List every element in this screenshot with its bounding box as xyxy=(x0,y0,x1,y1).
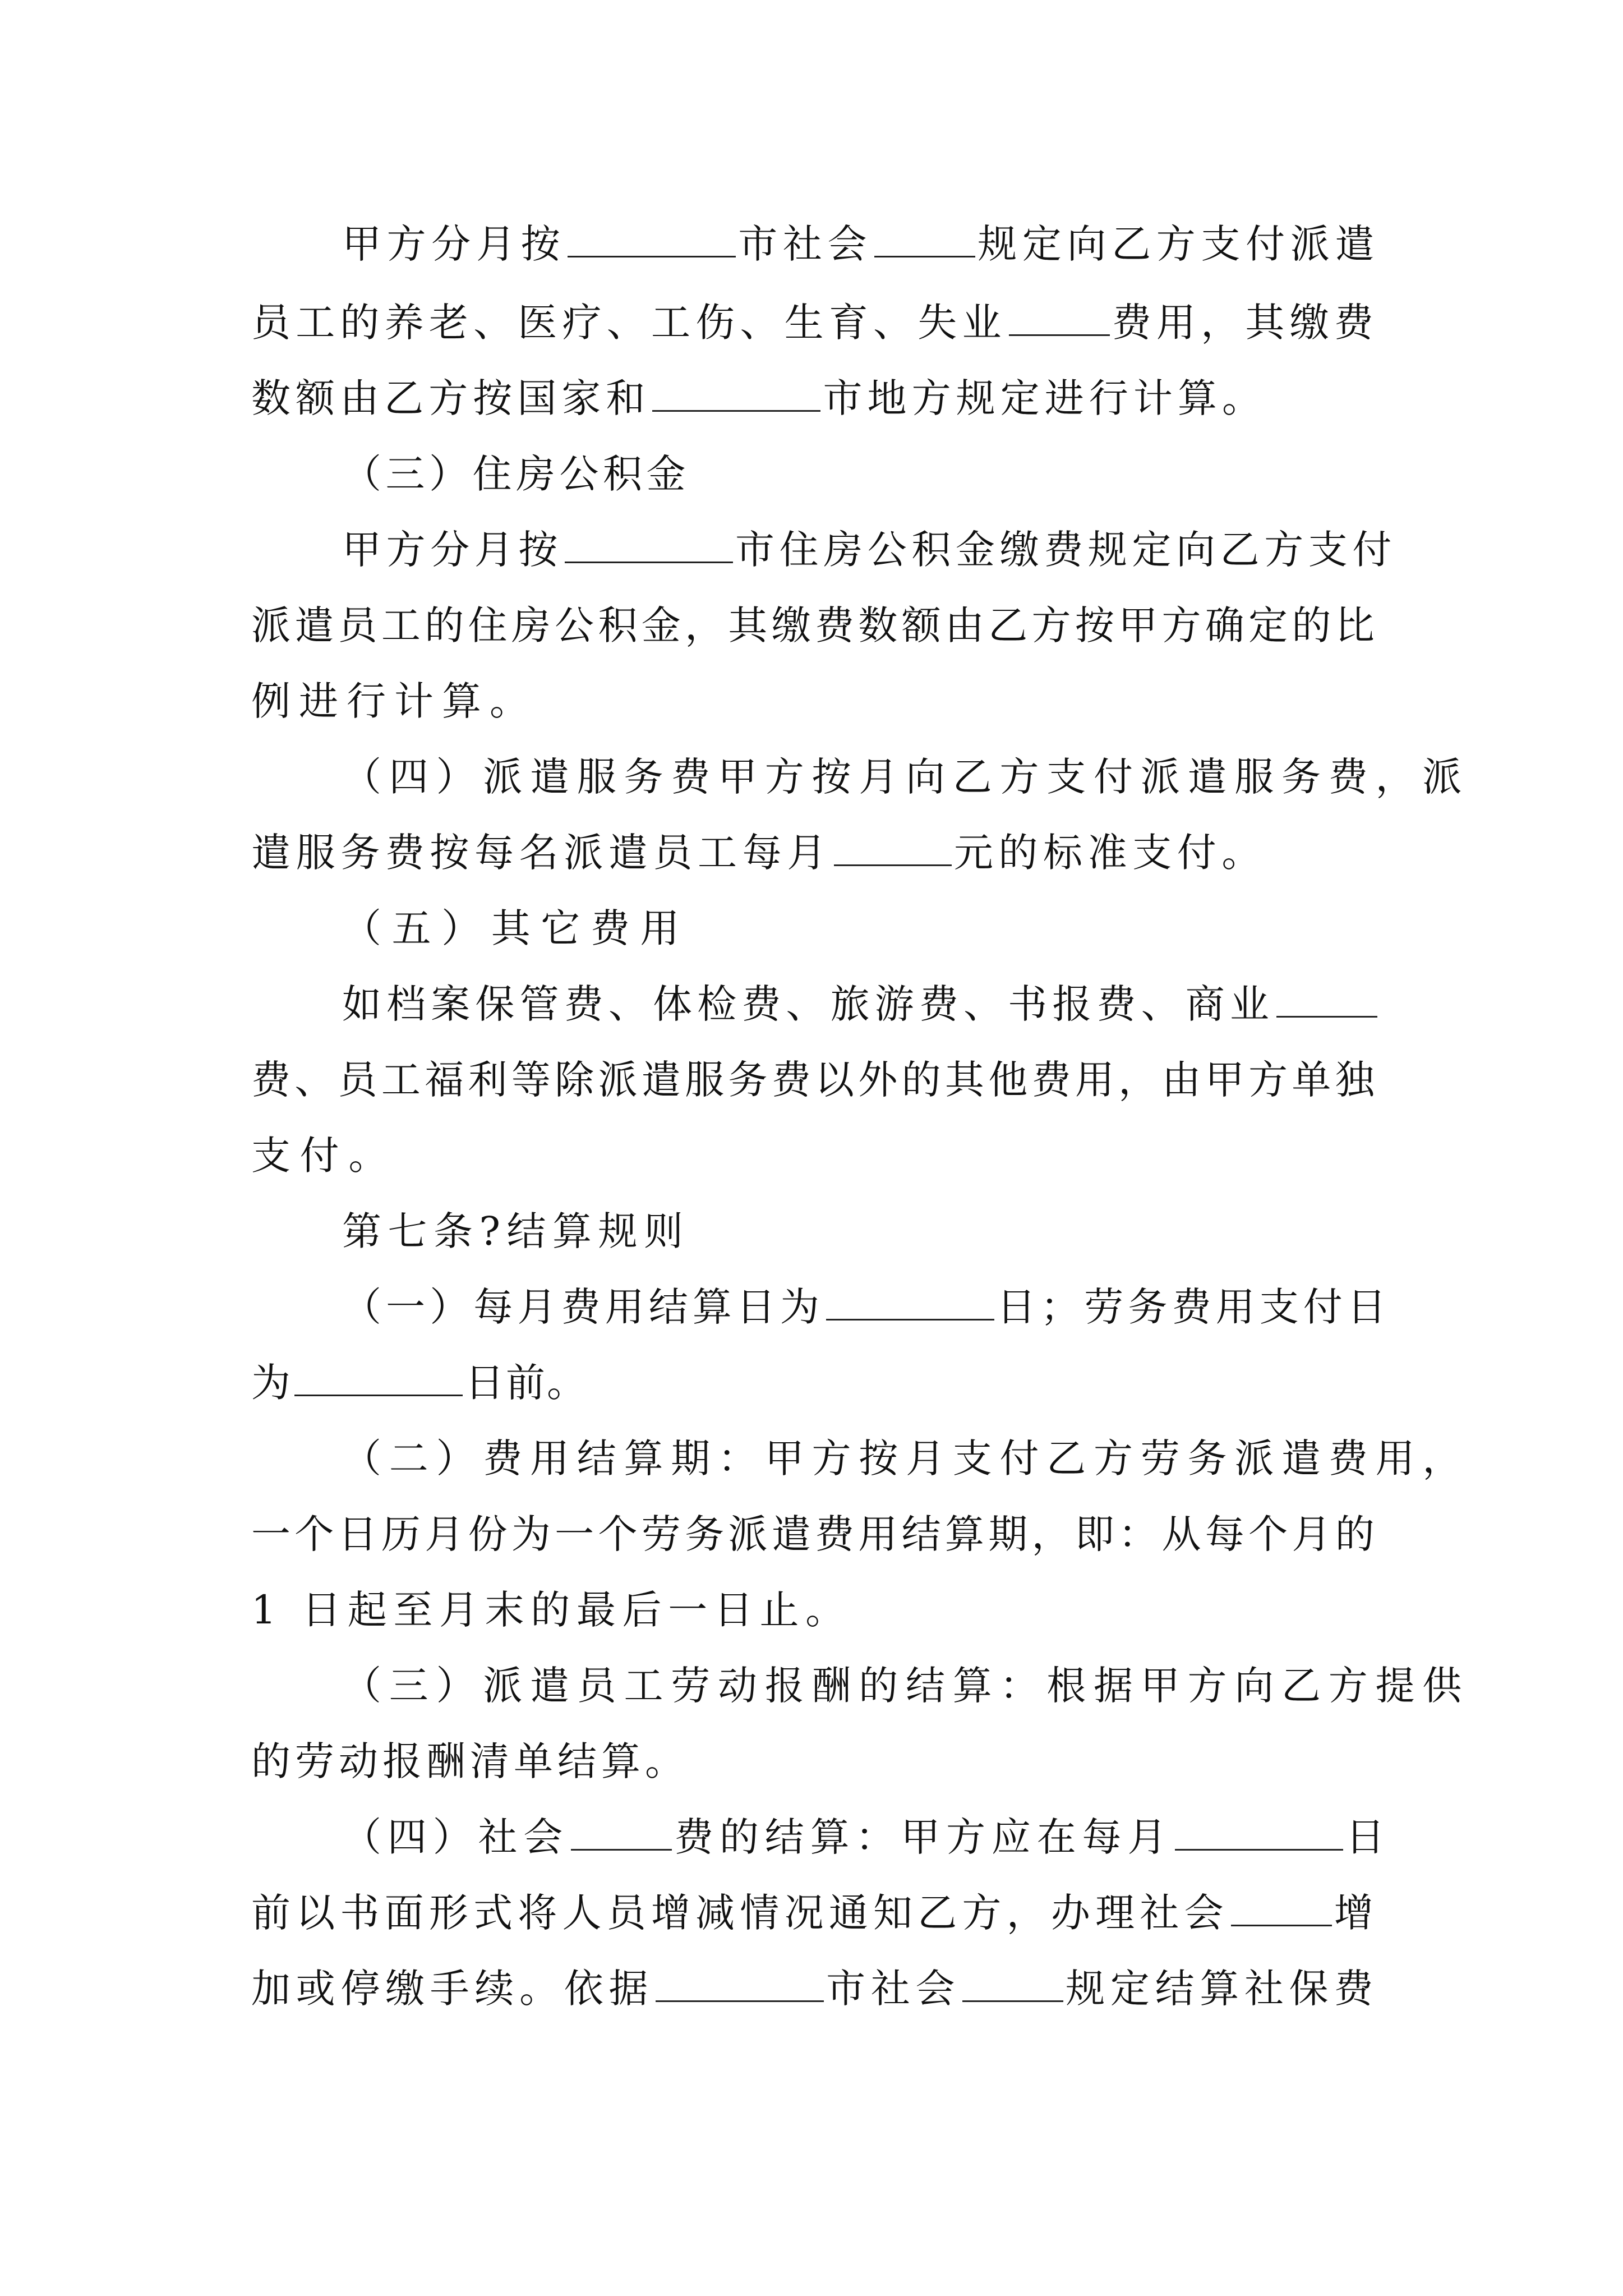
text-line xyxy=(251,1733,689,1789)
text-segment: 规定向乙方支付派遣 xyxy=(978,221,1380,267)
text-line xyxy=(251,1128,397,1184)
fill-in-blank xyxy=(565,527,733,563)
text-segment: 甲方分月按 xyxy=(342,527,562,573)
text-segment: 加或停缴手续。依据 xyxy=(251,1966,654,2012)
text-segment: 例进行计算。 xyxy=(251,678,537,724)
text-segment: 增 xyxy=(1334,1890,1378,1936)
text-segment: 费的结算：甲方应在每月 xyxy=(674,1814,1173,1860)
text-segment: 员工的养老、医疗、工伤、生育、失业 xyxy=(251,300,1007,346)
text-segment: 市地方规定进行计算。 xyxy=(823,375,1267,421)
text-segment: 元的标准支付。 xyxy=(953,830,1267,876)
text-segment: 的劳动报酬清单结算。 xyxy=(251,1738,689,1784)
text-line xyxy=(251,1506,1378,1562)
fill-in-blank xyxy=(826,1284,994,1320)
text-line xyxy=(342,1279,1391,1335)
fill-in-blank xyxy=(656,1966,824,2002)
text-segment: 如档案保管费、体检费、旅游费、书报费、商业 xyxy=(342,981,1274,1027)
text-segment: 第七条?结算规则 xyxy=(342,1208,690,1254)
fill-in-blank xyxy=(834,830,952,866)
text-line xyxy=(342,1809,1391,1865)
text-segment: 支付。 xyxy=(251,1133,397,1179)
text-segment: 日 xyxy=(1345,1814,1391,1860)
text-segment: （二）费用结算期：甲方按月支付乙方劳务派遣费用， xyxy=(342,1435,1469,1481)
text-segment: （四）社会 xyxy=(342,1814,569,1860)
text-line xyxy=(251,1052,1378,1108)
text-segment: 一个日历月份为一个劳务派遣费用结算期，即：从每个月的 xyxy=(251,1511,1378,1557)
fill-in-blank xyxy=(962,1966,1063,2002)
text-line xyxy=(251,1582,851,1638)
text-line xyxy=(342,1658,1469,1714)
text-line xyxy=(342,1430,1469,1487)
text-segment: 前以书面形式将人员增减情况通知乙方，办理社会 xyxy=(251,1890,1229,1936)
text-segment: 市社会 xyxy=(738,221,873,267)
fill-in-blank xyxy=(1276,981,1377,1018)
fill-in-blank xyxy=(294,1360,463,1396)
text-line xyxy=(251,673,537,729)
text-segment: 费用，其缴费 xyxy=(1112,300,1379,346)
text-segment: 遣服务费按每名派遣员工每月 xyxy=(251,830,832,876)
text-segment: 甲方分月按 xyxy=(342,221,566,267)
text-segment: （三）住房公积金 xyxy=(342,451,690,497)
text-segment: 费、员工福利等除派遣服务费以外的其他费用，由甲方单独 xyxy=(251,1057,1378,1103)
text-line xyxy=(342,976,1380,1032)
fill-in-blank xyxy=(568,221,736,257)
fill-in-blank xyxy=(1231,1890,1332,1926)
text-line xyxy=(251,1961,1378,2017)
text-line xyxy=(342,749,1469,805)
text-segment: （一）每月费用结算日为 xyxy=(342,1284,824,1330)
text-line xyxy=(251,370,1266,426)
fill-in-blank xyxy=(874,221,975,257)
text-segment: （三）派遣员工劳动报酬的结算：根据甲方向乙方提供 xyxy=(342,1663,1469,1709)
text-line xyxy=(251,1885,1378,1941)
text-line xyxy=(251,825,1266,881)
text-segment: 1 日起至月末的最后一日止。 xyxy=(251,1587,851,1633)
text-segment: 日前。 xyxy=(465,1360,588,1406)
text-segment: 日；劳务费用支付日 xyxy=(997,1284,1391,1330)
fill-in-blank xyxy=(1175,1814,1343,1851)
text-line xyxy=(342,1203,690,1259)
text-segment: （四）派遣服务费甲方按月向乙方支付派遣服务费，派 xyxy=(342,754,1469,800)
text-line xyxy=(342,446,690,502)
text-segment: 为 xyxy=(251,1360,292,1406)
text-segment: （五）其它费用 xyxy=(342,905,690,951)
fill-in-blank xyxy=(1009,300,1110,336)
fill-in-blank xyxy=(652,375,820,412)
text-line xyxy=(342,216,1380,272)
text-segment: 规定结算社保费 xyxy=(1066,1966,1379,2012)
fill-in-blank xyxy=(571,1814,672,1851)
text-segment: 市社会 xyxy=(826,1966,961,2012)
text-line xyxy=(342,900,690,956)
text-line xyxy=(251,597,1378,654)
text-line xyxy=(251,1355,588,1411)
text-segment: 派遣员工的住房公积金，其缴费数额由乙方按甲方确定的比 xyxy=(251,602,1378,648)
text-line xyxy=(251,295,1378,351)
text-line xyxy=(342,522,1396,578)
text-segment: 市住房公积金缴费规定向乙方支付 xyxy=(735,527,1396,573)
text-segment: 数额由乙方按国家和 xyxy=(251,375,651,421)
